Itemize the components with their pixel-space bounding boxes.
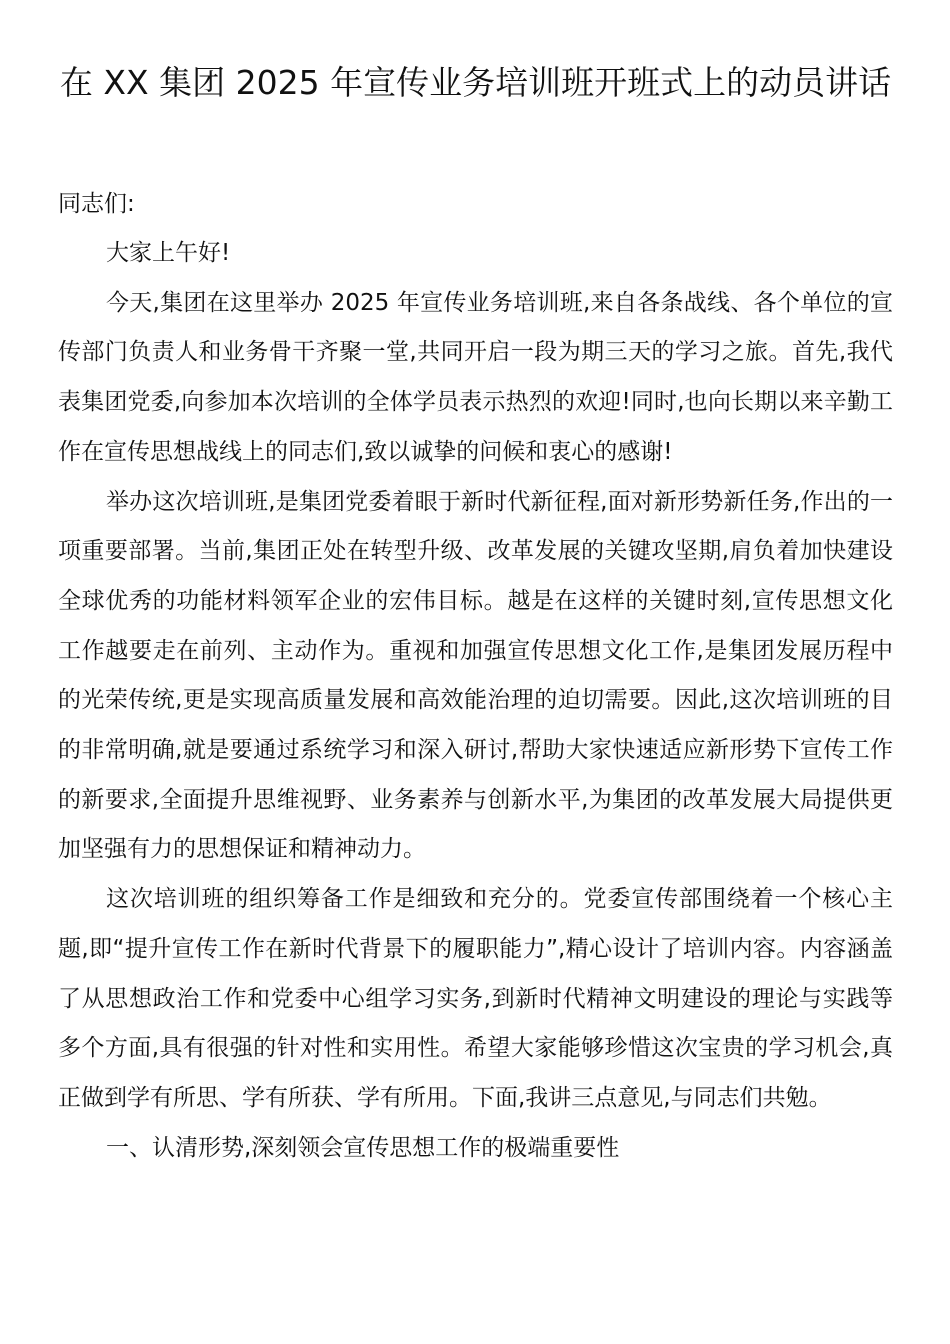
paragraph-purpose: 举办这次培训班,是集团党委着眼于新时代新征程,面对新形势新任务,作出的一项重要部署。当前,集团正处在转型升级、改革发展的关键攻坚期,肩负着加快建设全球优秀的功能材料领军企业的宏伟目标。越是在这样的关键时刻,宣传思想文化工作越要走在前列、主动作为。重视和加强宣传思想文化工作,是集团发展历程中的光荣传统,更是实现高质量发展和高效能治理的迫切需要。因此,这次培训班的目的非常明确,就是要通过系统学习和深入研讨,帮助大家快速适应新形势下宣传工作的新要求,全面提升思维视野、业务素养与创新水平,为集团的改革发展大局提供更加坚强有力的思想保证和精神动力。 — [58, 488, 893, 863]
greeting: 大家上午好! — [106, 240, 231, 266]
section-heading: 一、认清形势,深刻领会宣传思想工作的极端重要性 — [106, 1134, 620, 1161]
paragraph-organization: 这次培训班的组织筹备工作是细致和充分的。党委宣传部围绕着一个核心主题,即“提升宣传工作在新时代背景下的履职能力”,精心设计了培训内容。内容涵盖了从思想政治工作和党委中心组学习实务,到新时代精神文明建设的理论与实践等多个方面,具有很强的针对性和实用性。希望大家能够珍惜这次宝贵的学习机会,真正做到学有所思、学有所获、学有所用。下面,我讲三点意见,与同志们共勉。 — [58, 886, 893, 1111]
salutation: 同志们: — [58, 191, 135, 217]
document-page — [58, 60, 893, 1173]
paragraph-opening: 今天,集团在这里举办 2025 年宣传业务培训班,来自各条战线、各个单位的宣传部门负责人和业务骨干齐聚一堂,共同开启一段为期三天的学习之旅。首先,我代表集团党委,向参加本次培训的全体学员表示热烈的欢迎!同时,也向长期以来辛勤工作在宣传思想战线上的同志们,致以诚挚的问候和衷心的感谢! — [58, 289, 893, 465]
document-title: 在 XX 集团 2025 年宣传业务培训班开班式上的动员讲话 — [59, 63, 892, 102]
